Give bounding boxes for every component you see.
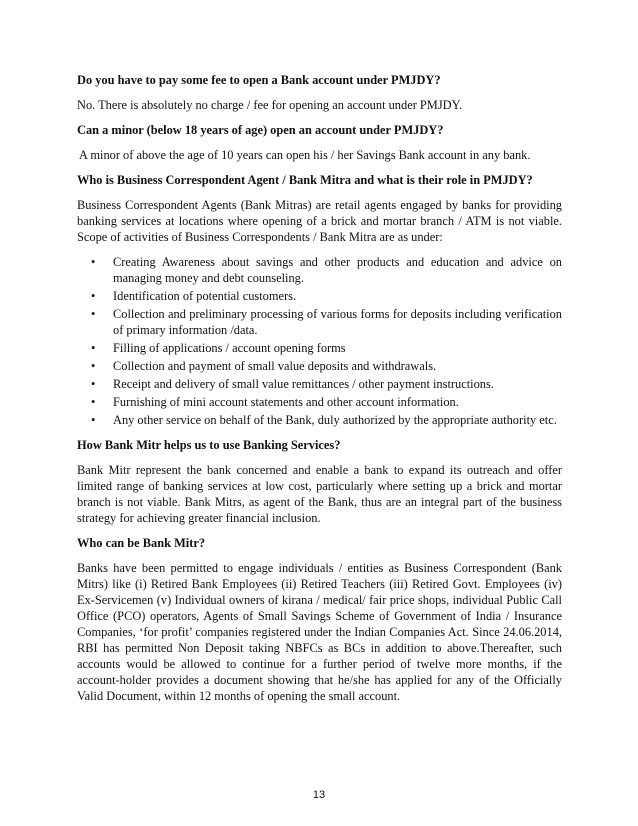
question-minor: Can a minor (below 18 years of age) open an account under PMJDY? xyxy=(77,123,444,137)
list-item: • Furnishing of mini account statements and other account information. xyxy=(91,395,459,409)
answer-who-can-be: Banks have been permitted to engage individuals / entities as Business Correspondent (Bank Mitrs) like (i) Retired Bank Employees (ii) Retired Teachers (iii) Retired Govt. Employees (iv) Ex-Servicemen (v) Individual owners of kirana / medical/ fair price shops, individual Public Call Office (PCO) operators, Agents of Small Savings Scheme of Government of India / Insurance Companies, ‘for profit’ companies registered under the Indian Companies Act. Since 24.06.2014, RBI has permitted Non Deposit taking NBFCs as BCs in addition to above.Thereafter, such accounts would be allowed to continue for a further period of twelve more months, if the account-holder provides a document showing that he/she has applied for any of the Officially Valid Document, within 12 months of opening the small account. xyxy=(77,561,562,703)
bullet-icon: • xyxy=(91,307,96,321)
bullet-icon: • xyxy=(91,255,96,269)
bullet-icon: • xyxy=(91,341,96,355)
bullet-icon: • xyxy=(91,359,96,373)
list-item: • Collection and preliminary processing of various forms for deposits including verification of primary information /data. xyxy=(91,307,562,337)
list-item: • Filling of applications / account opening forms xyxy=(91,341,346,355)
page-content xyxy=(77,72,562,713)
answer-bank-mitra-role: Business Correspondent Agents (Bank Mitras) are retail agents engaged by banks for providing banking services at locations where opening of a brick and mortar branch / ATM is not viable. Scope of activities of Business Correspondents / Bank Mitra are as under: xyxy=(77,198,562,244)
bullet-icon: • xyxy=(91,377,96,391)
question-bank-mitra-role: Who is Business Correspondent Agent / Bank Mitra and what is their role in PMJDY? xyxy=(77,173,533,187)
list-item: • Creating Awareness about savings and other products and education and advice on managing money and debt counseling. xyxy=(91,255,562,285)
answer-fee: No. There is absolutely no charge / fee for opening an account under PMJDY. xyxy=(77,98,463,112)
question-fee: Do you have to pay some fee to open a Bank account under PMJDY? xyxy=(77,73,441,87)
question-who-can-be: Who can be Bank Mitr? xyxy=(77,536,206,550)
list-item: • Any other service on behalf of the Bank, duly authorized by the appropriate authority etc. xyxy=(91,413,557,427)
list-item: • Identification of potential customers. xyxy=(91,289,297,303)
list-item: • Collection and payment of small value deposits and withdrawals. xyxy=(91,359,437,373)
list-item: • Receipt and delivery of small value remittances / other payment instructions. xyxy=(91,377,494,391)
activities-list xyxy=(77,254,562,428)
bullet-icon: • xyxy=(91,413,96,427)
question-bank-mitr-help: How Bank Mitr helps us to use Banking Services? xyxy=(77,438,341,452)
bullet-icon: • xyxy=(91,395,96,409)
page-number: 13 xyxy=(312,789,326,801)
answer-bank-mitr-help: Bank Mitr represent the bank concerned and enable a bank to expand its outreach and offer limited range of banking services at low cost, particularly where setting up a brick and mortar branch is not viable. Bank Mitrs, as agent of the Bank, thus are an integral part of the business strategy for achieving greater financial inclusion. xyxy=(77,463,562,525)
bullet-icon: • xyxy=(91,289,96,303)
answer-minor: A minor of above the age of 10 years can open his / her Savings Bank account in any bank. xyxy=(79,148,531,162)
